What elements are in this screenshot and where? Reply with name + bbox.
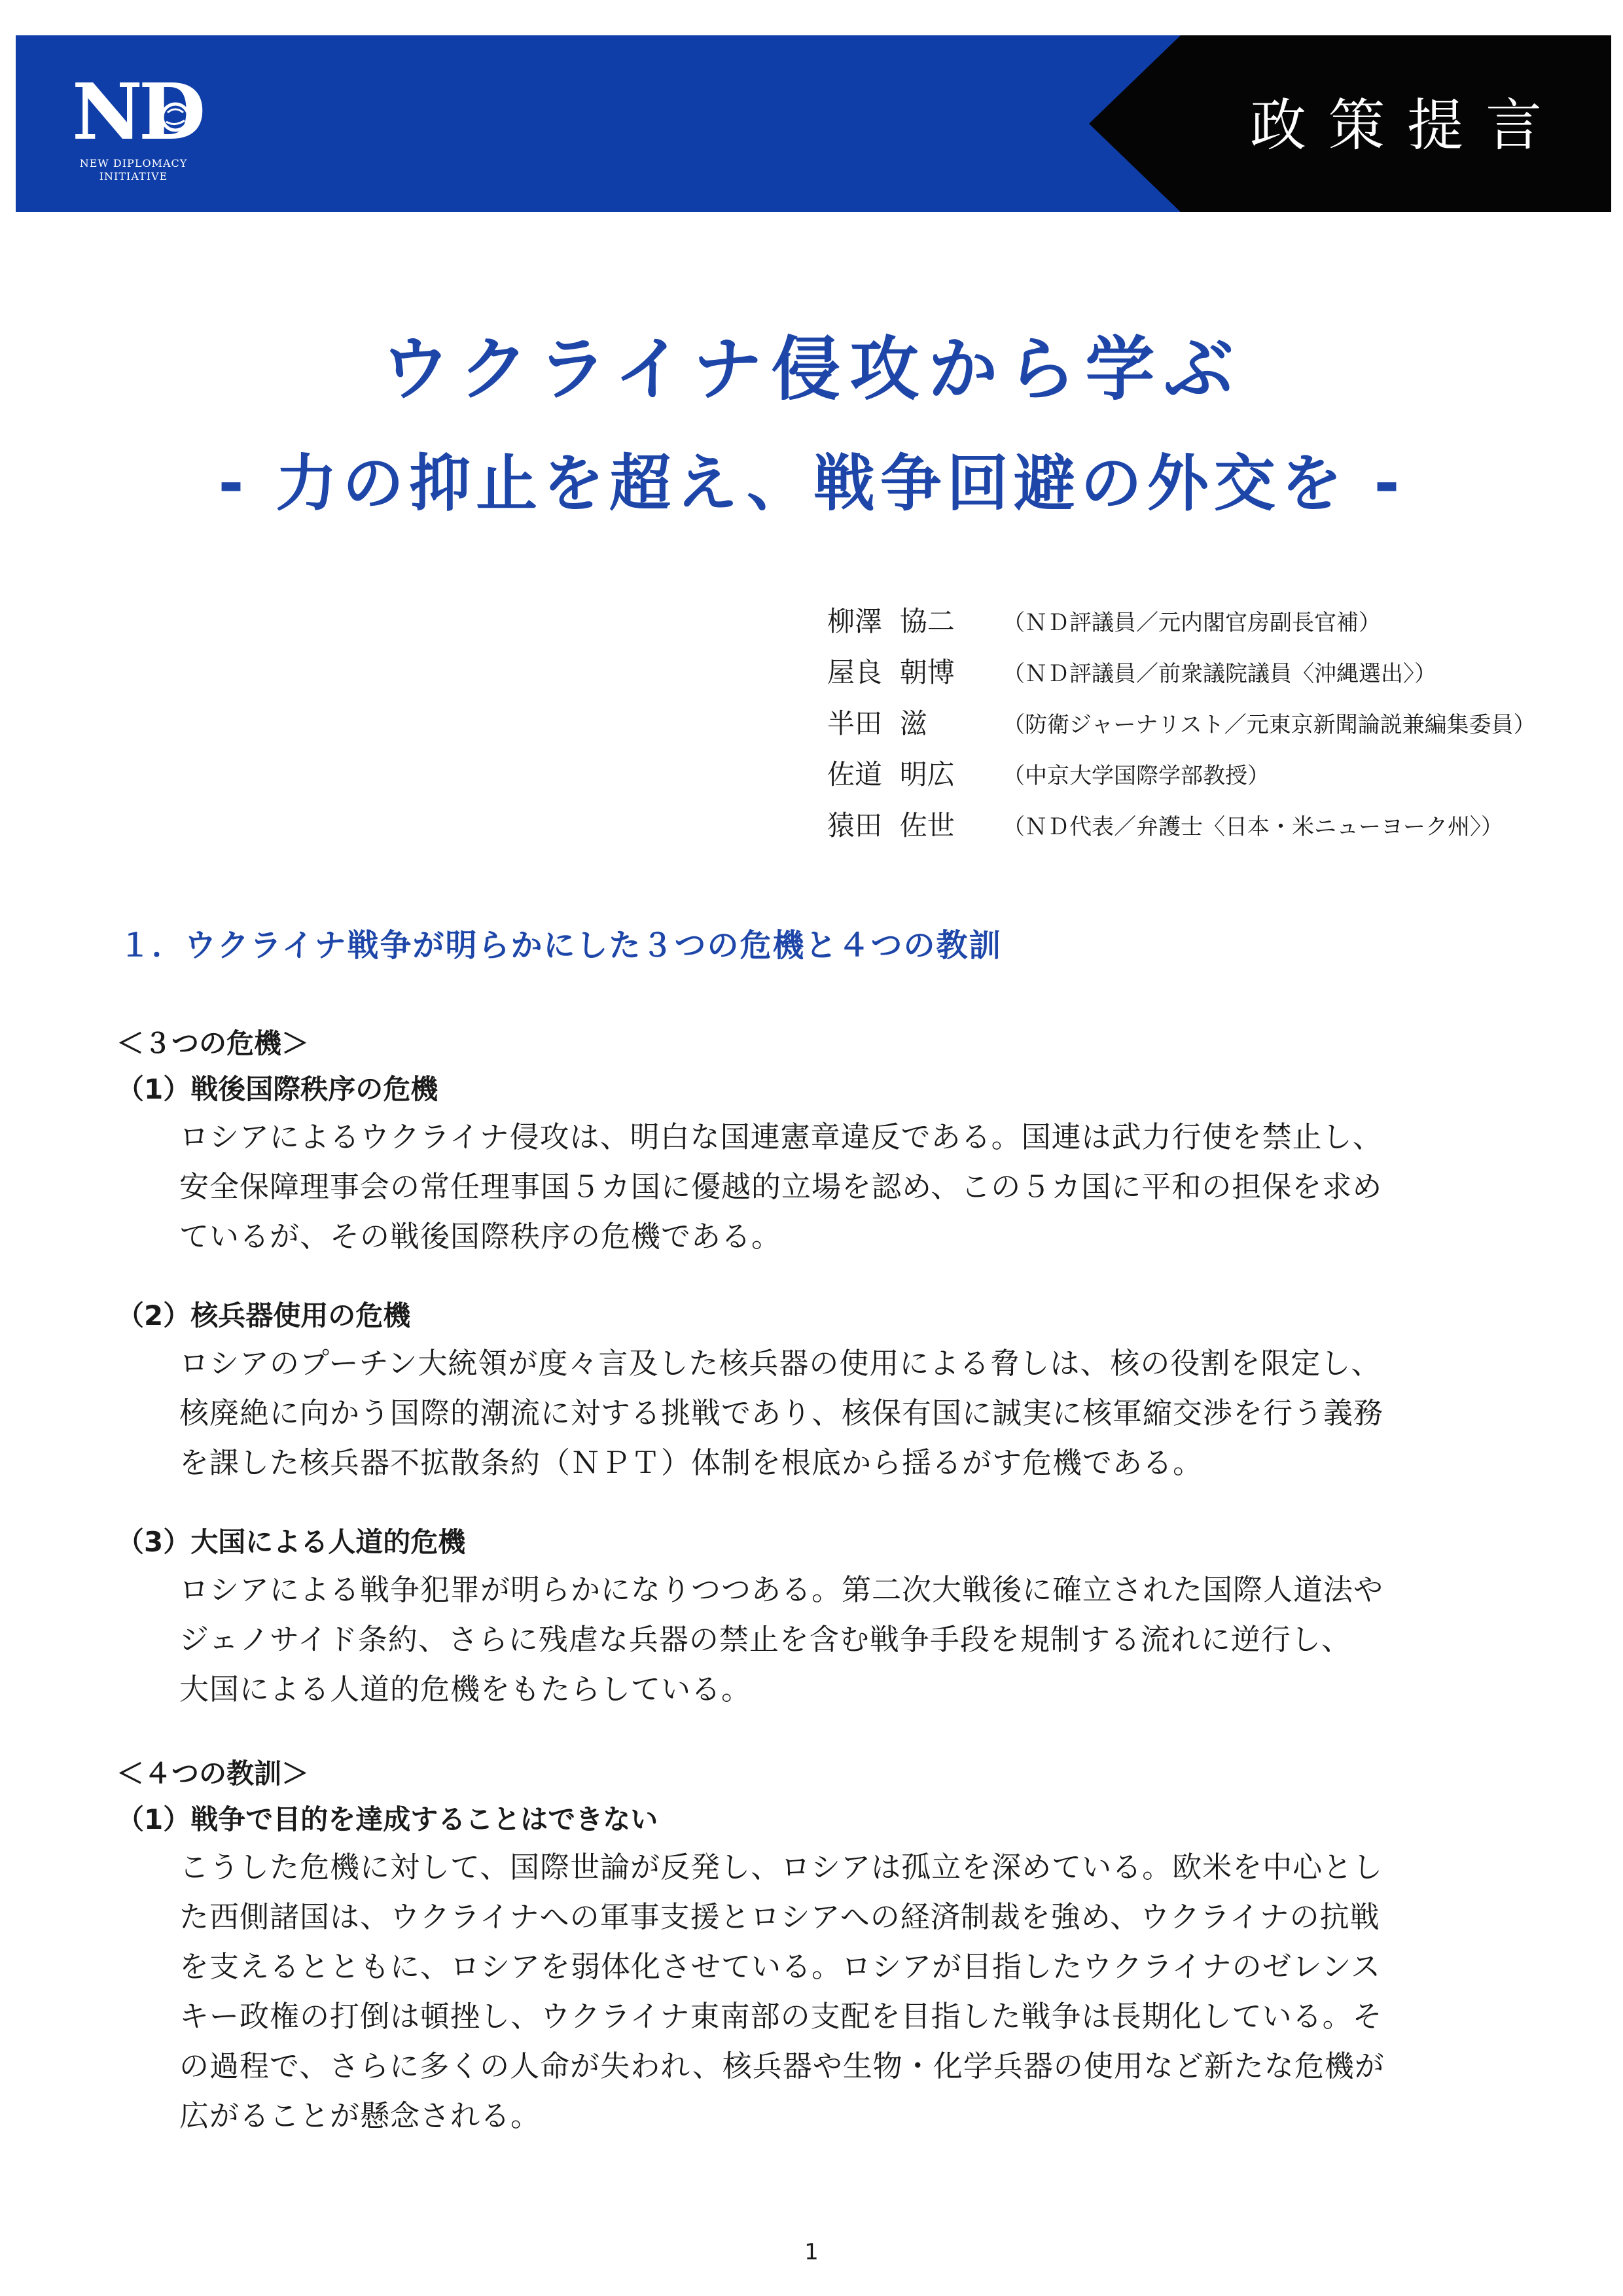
- header-banner: [16, 35, 1611, 212]
- item-body: [116, 1339, 1510, 1488]
- crisis-item: [116, 1293, 1510, 1488]
- author-role: （中京大学国際学部教授）: [1003, 763, 1270, 789]
- author-name: 屋良 朝博: [827, 656, 955, 688]
- logo-subtitle-line2: INITIATIVE: [99, 170, 168, 183]
- body-line: の過程で、さらに多くの人命が失われ、核兵器や生物・化学兵器の使用など新たな危機が: [179, 2049, 1385, 2083]
- title-main: ウクライナ侵攻から学ぶ: [380, 329, 1243, 410]
- body-line: を課した核兵器不拡散条約（ＮＰＴ）体制を根底から揺るがす危機である。: [179, 1445, 1204, 1480]
- body-line: 大国による人道的危機をもたらしている。: [179, 1672, 752, 1706]
- crises-heading: ＜３つの危機＞: [116, 1027, 310, 1059]
- author-role: （防衛ジャーナリスト／元東京新聞論説兼編集委員）: [1003, 712, 1536, 738]
- item-title: （1）戦後国際秩序の危機: [116, 1073, 438, 1105]
- crisis-item: [116, 1519, 1510, 1714]
- author-name: 佐道 明広: [827, 758, 955, 790]
- item-body: [116, 1843, 1510, 2141]
- body-line: ているが、その戦後国際秩序の危機である。: [179, 1219, 782, 1254]
- author-name: 半田 滋: [827, 707, 927, 739]
- nd-logo: [62, 66, 258, 185]
- body-line: た西側諸国は、ウクライナへの軍事支援とロシアへの経済制裁を強め、ウクライナの抗戦: [179, 1899, 1380, 1934]
- body-line: 安全保障理事会の常任理事国５カ国に優越的立場を認め、この５カ国に平和の担保を求め: [179, 1169, 1383, 1204]
- item-title: （3）大国による人道的危機: [116, 1526, 466, 1558]
- lesson-item: [116, 1797, 1510, 2141]
- logo-subtitle-line1: NEW DIPLOMACY: [79, 157, 188, 169]
- title-subtitle: - 力の抑止を超え、戦争回避の外交を -: [218, 448, 1405, 520]
- body-line: 核廃絶に向かう国際的潮流に対する挑戦であり、核保有国に誠実に核軍縮交渉を行う義務: [179, 1396, 1384, 1430]
- body-line: を支えるとともに、ロシアを弱体化させている。ロシアが目指したウクライナのゼレンス: [179, 1949, 1382, 1984]
- author-role: （ＮＤ代表／弁護士〈日本・米ニューヨーク州〉）: [1003, 814, 1503, 840]
- author-name: 柳澤 協二: [827, 605, 955, 637]
- logo-mark: ND: [72, 66, 202, 157]
- body-line: ロシアのプーチン大統領が度々言及した核兵器の使用による脅しは、核の役割を限定し、: [179, 1346, 1382, 1381]
- body-line: ロシアによるウクライナ侵攻は、明白な国連憲章違反である。国連は武力行使を禁止し、: [179, 1120, 1383, 1154]
- section-heading: １．ウクライナ戦争が明らかにした３つの危機と４つの教訓: [119, 927, 1002, 964]
- body-line: キー政権の打倒は頓挫し、ウクライナ東南部の支配を目指した戦争は長期化している。そ: [179, 1999, 1383, 2034]
- body-line: 広がることが懸念される。: [179, 2098, 541, 2133]
- author-name: 猿田 佐世: [827, 809, 955, 841]
- author-role: （ＮＤ評議員／前衆議院議員〈沖縄選出〉）: [1003, 661, 1436, 687]
- item-body: [116, 1112, 1510, 1262]
- logo-subtitle: [62, 157, 205, 183]
- body-line: こうした危機に対して、国際世論が反発し、ロシアは孤立を深めている。欧米を中心とし: [179, 1850, 1383, 1884]
- crisis-item: [116, 1067, 1510, 1262]
- body-line: ジェノサイド条約、さらに残虐な兵器の禁止を含む戦争手段を規制する流れに逆行し、: [179, 1622, 1351, 1657]
- item-body: [116, 1565, 1510, 1714]
- body-line: ロシアによる戦争犯罪が明らかになりつつある。第二次大戦後に確立された国際人道法や: [179, 1572, 1384, 1607]
- header-label: 政策提言: [1250, 93, 1564, 158]
- lessons-heading: ＜４つの教訓＞: [116, 1757, 310, 1790]
- section-body: [116, 1021, 1510, 2141]
- page-number: 1: [804, 2239, 819, 2265]
- author-role: （ＮＤ評議員／元内閣官房副長官補）: [1003, 610, 1381, 636]
- item-title: （1）戦争で目的を達成することはできない: [116, 1803, 658, 1835]
- item-title: （2）核兵器使用の危機: [116, 1299, 411, 1332]
